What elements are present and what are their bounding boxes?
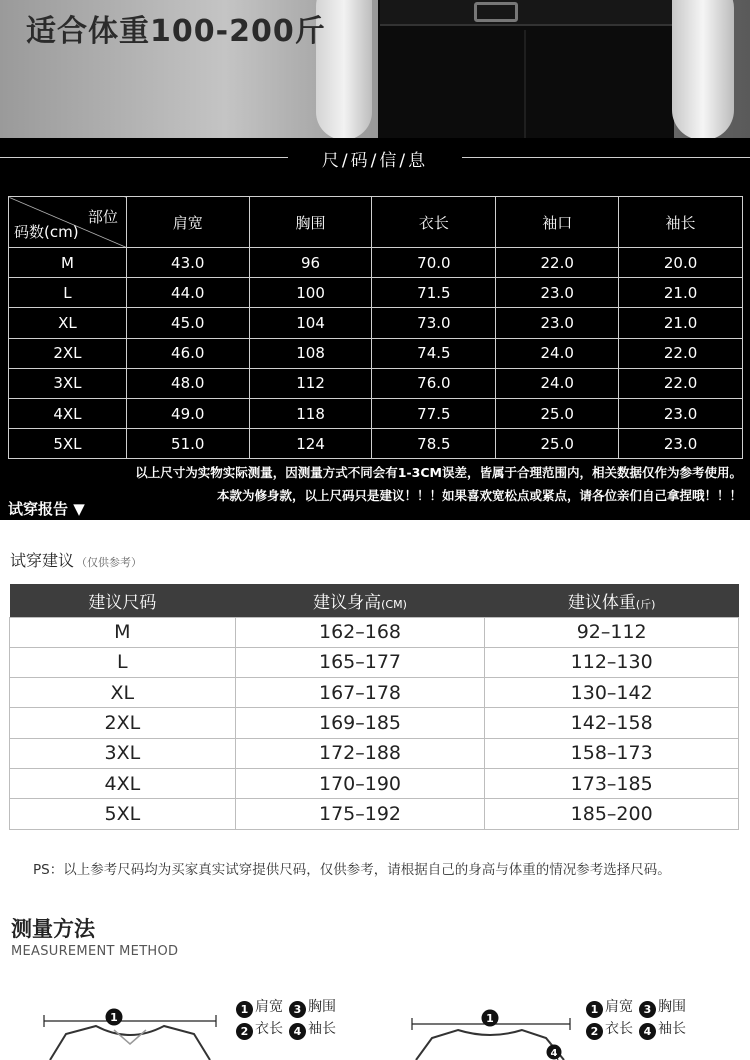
weight-cell: 142–158 <box>485 708 739 738</box>
value-cell: 70.0 <box>372 248 496 278</box>
size-info-section <box>0 138 750 520</box>
size-cell: L <box>10 647 236 677</box>
shirt-front-diagram <box>30 1000 230 1060</box>
size-cell: 4XL <box>10 768 236 798</box>
legend-label: 胸围 <box>658 999 686 1015</box>
number-badge: 3 <box>639 1001 656 1018</box>
number-badge: 1 <box>236 1001 253 1018</box>
header-text: 建议体重 <box>567 592 636 613</box>
value-cell: 71.5 <box>372 278 496 308</box>
value-cell: 22.0 <box>619 338 743 368</box>
corner-label-size: 码数(cm) <box>14 223 79 241</box>
belt-buckle <box>474 2 518 22</box>
value-cell: 44.0 <box>126 278 249 308</box>
value-cell: 24.0 <box>496 338 619 368</box>
value-cell: 46.0 <box>126 338 249 368</box>
table-row <box>10 647 739 677</box>
value-cell: 23.0 <box>619 429 743 459</box>
legend-line <box>236 996 336 1018</box>
size-table <box>8 196 743 459</box>
fit-report-toggle[interactable]: 试穿报告 ▼ <box>8 500 85 518</box>
header-text: 建议身高 <box>313 592 382 613</box>
table-row <box>10 678 739 708</box>
hero-banner <box>0 0 750 138</box>
table-row <box>9 338 743 368</box>
table-row <box>9 308 743 338</box>
size-cell: 5XL <box>10 799 236 829</box>
header-unit: (CM) <box>381 597 407 611</box>
size-cell: XL <box>9 308 127 338</box>
table-row <box>9 429 743 459</box>
value-cell: 124 <box>249 429 372 459</box>
number-badge: 3 <box>289 1001 306 1018</box>
hero-title: 适合体重100-200斤 <box>26 14 326 49</box>
collar <box>114 1030 146 1044</box>
suggestion-title: 试穿建议 <box>10 551 75 570</box>
column-header: 衣长 <box>372 197 496 248</box>
legend-label: 袖长 <box>308 1021 336 1037</box>
table-row <box>10 708 739 738</box>
value-cell: 43.0 <box>126 248 249 278</box>
trouser-seam <box>524 30 526 138</box>
measurement-note: 以上尺寸为实物实际测量，因测量方式不同会有1-3CM误差，皆属于合理范围内，相关数据仅作为参考使用。 <box>135 465 742 480</box>
value-cell: 96 <box>249 248 372 278</box>
size-cell: 2XL <box>9 338 127 368</box>
weight-cell: 92–112 <box>485 617 739 647</box>
belt <box>380 0 672 26</box>
value-cell: 25.0 <box>496 429 619 459</box>
header-text: 建议尺码 <box>88 592 157 613</box>
recommendation-header-row <box>10 584 739 617</box>
legend-label: 衣长 <box>605 1021 633 1037</box>
size-cell: 5XL <box>9 429 127 459</box>
number-badge: 4 <box>639 1023 656 1040</box>
size-cell: L <box>9 278 127 308</box>
size-cell: 4XL <box>9 398 127 428</box>
column-header: 袖长 <box>619 197 743 248</box>
height-cell: 167–178 <box>235 678 485 708</box>
size-cell: M <box>9 248 127 278</box>
number-badge: 2 <box>586 1023 603 1040</box>
size-cell: 3XL <box>9 368 127 398</box>
size-cell: 2XL <box>10 708 236 738</box>
measurement-legend-left <box>236 996 336 1040</box>
value-cell: 74.5 <box>372 338 496 368</box>
value-cell: 49.0 <box>126 398 249 428</box>
legend-line <box>586 1018 686 1040</box>
suggestion-header <box>10 548 142 571</box>
legend-label: 袖长 <box>658 1021 686 1037</box>
weight-cell: 185–200 <box>485 799 739 829</box>
method-subtitle: MEASUREMENT METHOD <box>11 944 179 959</box>
ps-note: PS：以上参考尺码均为买家真实试穿提供尺码，仅供参考，请根据自己的身高与体重的情况参考选择尺码。 <box>33 862 671 878</box>
marker-number: 1 <box>110 1011 118 1024</box>
table-row <box>10 617 739 647</box>
marker-number: 4 <box>550 1048 558 1059</box>
height-cell: 162–168 <box>235 617 485 647</box>
column-header: 袖口 <box>496 197 619 248</box>
column-header <box>485 584 739 617</box>
shirt-outline <box>50 1026 210 1060</box>
size-cell: XL <box>10 678 236 708</box>
height-cell: 165–177 <box>235 647 485 677</box>
value-cell: 104 <box>249 308 372 338</box>
shirt-back-diagram <box>400 1000 580 1060</box>
height-cell: 175–192 <box>235 799 485 829</box>
recommendation-table <box>9 584 739 830</box>
legend-line <box>586 996 686 1018</box>
value-cell: 25.0 <box>496 398 619 428</box>
weight-cell: 173–185 <box>485 768 739 798</box>
value-cell: 23.0 <box>619 398 743 428</box>
number-badge: 2 <box>236 1023 253 1040</box>
value-cell: 23.0 <box>496 278 619 308</box>
value-cell: 77.5 <box>372 398 496 428</box>
table-row <box>10 799 739 829</box>
marker-number: 1 <box>486 1012 494 1025</box>
table-row <box>9 368 743 398</box>
value-cell: 48.0 <box>126 368 249 398</box>
value-cell: 24.0 <box>496 368 619 398</box>
size-info-title: 尺/码/信/息 <box>321 151 429 171</box>
table-row <box>10 768 739 798</box>
table-row <box>9 248 743 278</box>
size-cell: M <box>10 617 236 647</box>
height-cell: 169–185 <box>235 708 485 738</box>
value-cell: 20.0 <box>619 248 743 278</box>
table-row <box>9 278 743 308</box>
column-header: 肩宽 <box>126 197 249 248</box>
mannequin-right-arm <box>672 0 734 138</box>
value-cell: 100 <box>249 278 372 308</box>
table-row <box>10 738 739 768</box>
fit-note: 本款为修身款，以上尺码只是建议！！！如果喜欢宽松点或紧点，请各位亲们自己拿捏哦！！！ <box>216 488 742 503</box>
size-table-corner-cell <box>9 197 127 248</box>
number-badge: 4 <box>289 1023 306 1040</box>
legend-label: 胸围 <box>308 999 336 1015</box>
header-unit: (斤) <box>635 597 656 611</box>
value-cell: 22.0 <box>619 368 743 398</box>
value-cell: 108 <box>249 338 372 368</box>
number-badge: 1 <box>586 1001 603 1018</box>
value-cell: 112 <box>249 368 372 398</box>
value-cell: 22.0 <box>496 248 619 278</box>
value-cell: 73.0 <box>372 308 496 338</box>
value-cell: 23.0 <box>496 308 619 338</box>
weight-cell: 158–173 <box>485 738 739 768</box>
legend-label: 衣长 <box>255 1021 283 1037</box>
corner-label-part: 部位 <box>87 208 118 226</box>
size-info-header <box>0 142 750 172</box>
measurement-legend-right <box>586 996 686 1040</box>
weight-cell: 130–142 <box>485 678 739 708</box>
column-header <box>235 584 485 617</box>
header-rule-right <box>462 157 750 158</box>
value-cell: 76.0 <box>372 368 496 398</box>
value-cell: 45.0 <box>126 308 249 338</box>
value-cell: 118 <box>249 398 372 428</box>
value-cell: 51.0 <box>126 429 249 459</box>
size-table-header-row <box>9 197 743 248</box>
legend-label: 肩宽 <box>605 999 633 1015</box>
value-cell: 21.0 <box>619 278 743 308</box>
suggestion-subtitle: （仅供参考） <box>76 556 143 569</box>
legend-label: 肩宽 <box>255 999 283 1015</box>
weight-cell: 112–130 <box>485 647 739 677</box>
table-row <box>9 398 743 428</box>
column-header: 胸围 <box>249 197 372 248</box>
size-cell: 3XL <box>10 738 236 768</box>
value-cell: 78.5 <box>372 429 496 459</box>
value-cell: 21.0 <box>619 308 743 338</box>
method-title: 测量方法 <box>11 917 95 941</box>
shirt-outline <box>416 1030 564 1060</box>
height-cell: 170–190 <box>235 768 485 798</box>
legend-line <box>236 1018 336 1040</box>
column-header <box>10 584 236 617</box>
height-cell: 172–188 <box>235 738 485 768</box>
